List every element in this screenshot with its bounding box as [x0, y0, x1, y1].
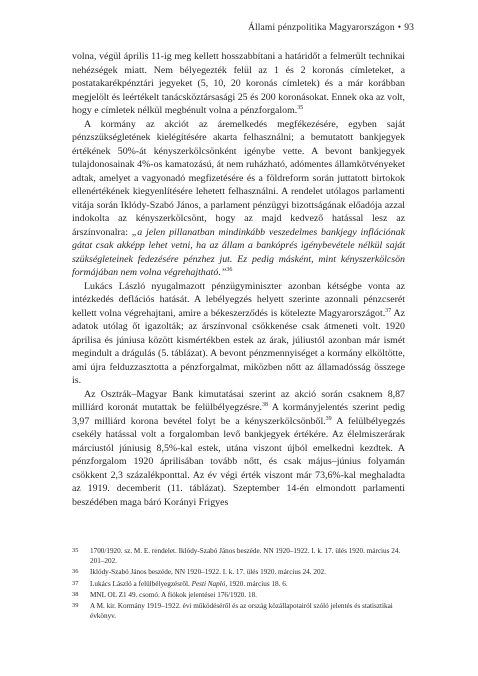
page-number: 93 [404, 22, 414, 33]
footnote-ref: 35 [297, 105, 304, 111]
footnote-text: A M. kir. Kormány 1919–1922. évi működéséről és az ország közállapotairól szóló jelentés és statisztikai évkönyv. [90, 602, 393, 621]
paragraph-text: Lukács László nyugalmazott pénzügyminiszter azonban kétségbe vonta az intézkedés deflációs hatását. A lebélyegzés helyett szerinte azonnali pénzcserét kellett volna végrehajtani, amire a békeszerződés is kötelezte Magyarországot. [72, 280, 405, 319]
footnote-number: 35 [72, 547, 79, 554]
footnote-text-part: Lukács László a felülbélyegzésről. [90, 579, 192, 588]
running-header [248, 22, 414, 33]
paragraph-text: A felülbélyegzés csekély hatással volt a forgalomban levő bankjegyek értékére. Az élelmiszerárak márciustól júniusig 8,5%-kal estek, utána viszont újból emelkedni kezdtek. A pénzforgalom 1920 áprilisában tovább nőtt, és csak május–június folyamán csökkent 2,3 százalékponttal. Az év végi érték viszont már 73,6%-kal meghaladta az 1919. decemberit (11. táblázat). Szeptember 14-én elmondott parlamenti beszédében maga báró Korányi Frigyes [72, 415, 405, 508]
footnote-text: 1700/1920. sz. M. E. rendelet. Iklódy-Szabó János beszéde. NN 1920–1922. I. k. 17. ülés 1920. március 24. 201–202. [90, 547, 401, 566]
footnote-ref: 39 [325, 415, 332, 422]
footnote [72, 546, 405, 566]
footnote [72, 601, 405, 621]
footnote-ref: 36 [226, 267, 233, 273]
header-separator: • [397, 22, 402, 33]
paragraph-text: A kormányjelentés szerint pedig 3,97 milliárd korona bevétel folyt be a kényszerkölcsönből. [72, 402, 405, 427]
paragraph [72, 388, 405, 510]
footnote [72, 567, 405, 577]
paragraph [72, 50, 405, 118]
main-text [72, 50, 405, 509]
paragraph [72, 280, 405, 388]
footnote-number: 37 [72, 579, 79, 587]
footnote-ref: 37 [385, 307, 392, 314]
footnote-number: 39 [72, 602, 79, 610]
footnotes [72, 546, 405, 622]
footnote-text: Iklódy-Szabó János beszéde, NN 1920–1922. I. k. 17. ülés 1920. március 24. 202. [90, 568, 326, 577]
footnote [72, 579, 405, 589]
paragraph-text: volna, végül április 11-ig meg kellett hosszabbítani a határidőt a felmerült technikai nehézségek miatt. Nem bélyegezték felül az 1 és 2 koronás címleteket, a postatakarékpénztári jegyeket (5, 10, 20 koronás címletek) és a már korábban megjelölt és leértékelt tanácsköztársasági 25 és 200 koronásokat. Ennek oka az volt, hogy e címletek nélkül megbénult volna a pénzforgalom. [72, 51, 405, 116]
paragraph-text: Az Osztrák–Magyar Bank kimutatásai szerint az akció során csaknem 8,87 milliárd koronát mutattak be felülbélyegzésre. [72, 388, 405, 413]
footnote-ref: 38 [261, 402, 268, 408]
footnote-number: 38 [72, 590, 79, 598]
quotation: „a jelen pillanatban mindinkább veszedelmes bankjegy inflációnak gátat csak akképp lehet vetni, ha az állam a bankóprés igénybevétele nélkül saját szükségleteinek fedezésére pénzhez jut. Ez pedig másként, mint kényszerkölcsön formájában nem volna végrehajtható.” [72, 226, 405, 278]
footnote-text: MNL OL Z1 49. csomó. A fiókok jelentései 176/1920. 18. [90, 590, 257, 599]
footnote-number: 36 [72, 568, 79, 576]
footnote-text-part: 1920. március 18. 6. [227, 579, 288, 588]
running-header-title: Állami pénzpolitika Magyarországon [248, 22, 395, 33]
paragraph [72, 118, 405, 280]
paragraph-text: A kormány az akciót az áremelkedés megfékezésére, egyben saját pénzszükségletének kielégítésére akarta felhasználni; a bemutatott bankjegyek értékének 50%-át kényszerkölcsönként igénybe vette. A bevont bankjegyek tulajdonosainak 4%-os kamatozású, át nem ruházható, adómentes államkötvényeket adtak, amelyet a vagyonadó megfizetésére és a földreform során juttatott birtokok ellenértékének kiegyenlítésére lehetett felhasználni. A rendelet utólagos parlamenti vitája során Iklódy-Szabó János, a parlament pénzügyi bizottságának előadója azzal indokolta az kényszerkölcsönt, hogy az majd kedvező hatással lesz az árszínvonalra: [72, 118, 405, 238]
footnote-source-title: Pesti Napló, [191, 579, 228, 588]
footnote [72, 590, 405, 600]
paragraph-text: Az adatok utólag őt igazolták; az árszínvonal csökkenése csak átmeneti volt. 1920 áprilisa és júniusa között kismértékben estek az árak, júliustól azonban már ismét megindult a drágulás (5. táblázat). A bevont pénzmennyiséget a kormány elköltötte, ami újra felduzzasztotta a pénzforgalmat, miközben nőtt az államadósság összege is. [72, 307, 405, 386]
footnote-text [90, 579, 405, 589]
